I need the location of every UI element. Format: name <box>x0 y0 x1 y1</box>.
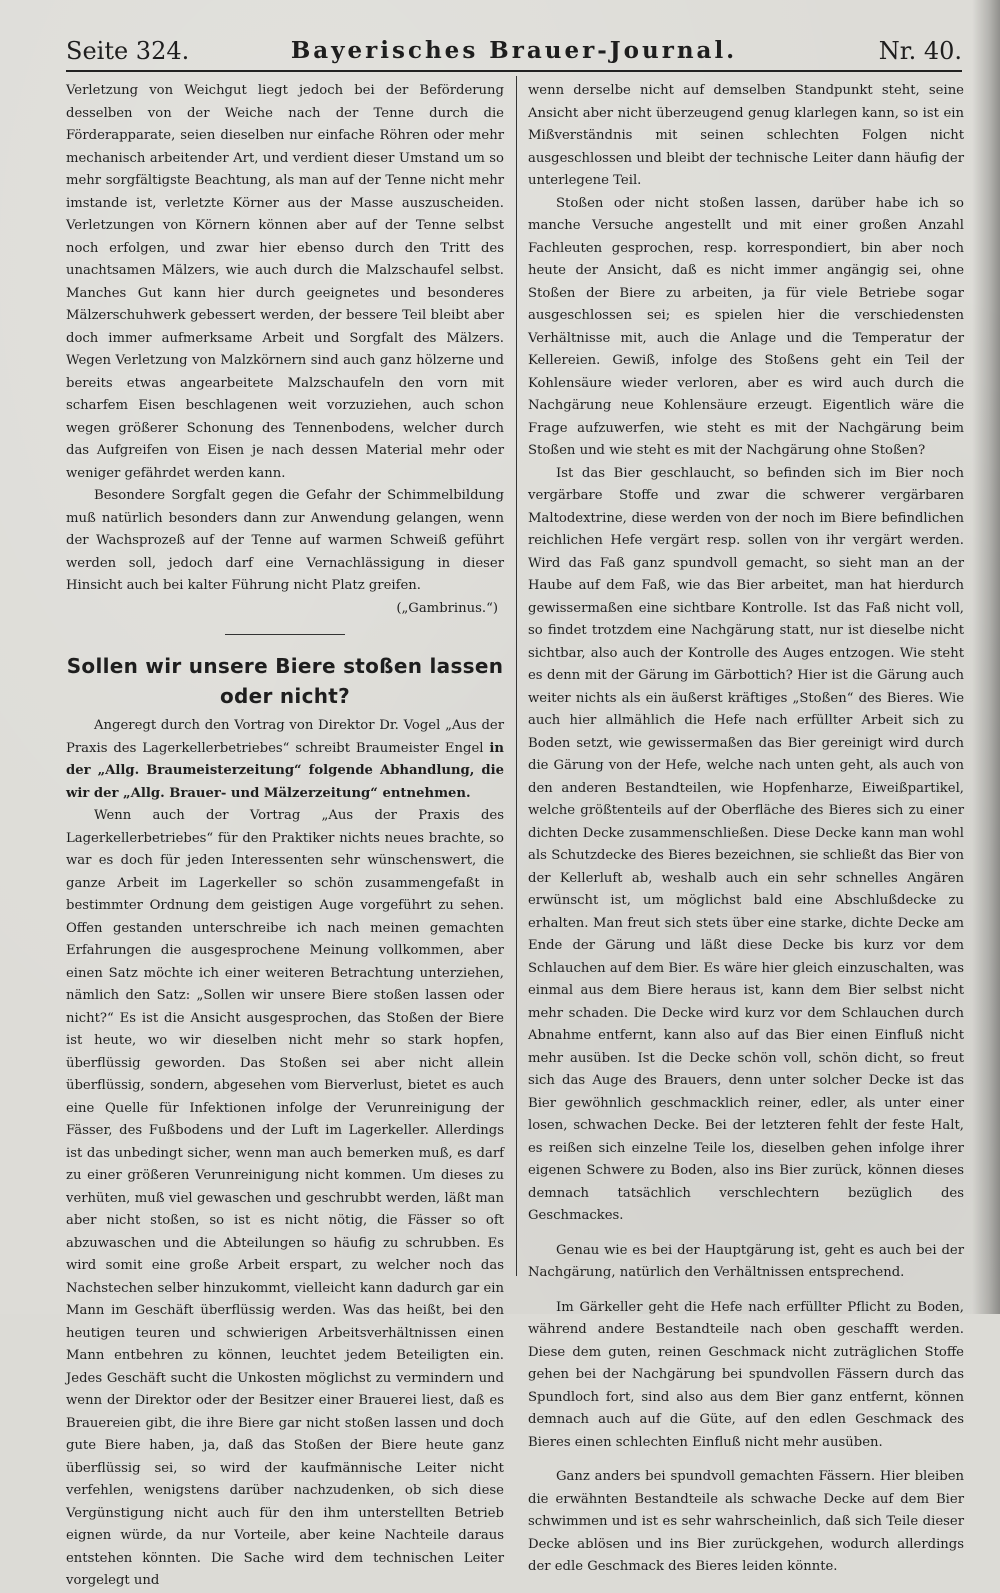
journal-title: Bayerisches Brauer-Journal. <box>290 37 738 64</box>
right-paragraph-2: Stoßen oder nicht stoßen lassen, darüber habe ich so manche Versuche angestellt und mit einer großen Anzahl Fachleuten gesprochen, resp. korrespondiert, bin aber noch heute der Ansicht, daß es nicht immer angängig sei, ohne Stoßen der Biere zu arbeiten, ja für viele Betriebe sogar ausgeschlossen sei; es spielen hier die verschiedensten Verhältnisse mit, auch die Anlage und die Temperatur der Kellereien. Gewiß, infolge des Stoßens geht ein Teil der Kohlensäure wieder verloren, aber es wird auch durch die Nachgärung neue Kohlensäure erzeugt. Eigentlich wäre die Frage aufzuwerfen, wie steht es mit der Nachgärung beim Stoßen und wie steht es mit der Nachgärung ohne Stoßen? <box>528 195 964 458</box>
right-column <box>528 80 964 1579</box>
right-paragraph-3: Ist das Bier geschlaucht, so befinden sich im Bier noch vergärbare Stoffe und zwar die schwerer vergärbaren Maltodextrine, diese werden von der noch im Biere befindlichen reichlichen Hefe vergärt resp. sollen von ihr vergärt werden. Wird das Faß ganz spundvoll gemacht, so sieht man an der Haube auf dem Faß, wie das Bier arbeitet, man hat hierdurch gewissermaßen eine sichtbare Kontrolle. Ist das Faß nicht voll, so findet trotzdem eine Nachgärung statt, nur ist dieselbe nicht sichtbar, also auch der Kontrolle des Auges entzogen. Wie steht es denn mit der Gärung im Gärbottich? Hier ist die Gärung auch weiter nichts als ein äußerst kräftiges „Stoßen“ des Bieres. Wie auch hier allmählich die Hefe nach erfüllter Arbeit sich zu Boden setzt, wie gewissermaßen das Bier gereinigt wird durch die Gärung von der Hefe, welche nach unten geht, als auch von den anderen Bestandteilen, wie Hopfenharze, Eiweißpartikel, welche größtenteils auf der Oberfläche des Bieres sich zu einer dichten Decke zusammenschließen. Diese Decke kann man wohl als Schutzdecke des Bieres bezeichnen, sie schließt das Bier von der Kellerluft ab, weshalb auch ein sehr schnelles Angären erwünscht ist, um möglichst bald eine Abschlußdecke zu erhalten. Man freut sich stets über eine starke, dichte Decke am Ende der Gärung und läßt diese Decke bis kurz vor dem Schlauchen auf dem Bier. Es wäre hier gleich einzuschalten, was einmal aus dem Biere heraus ist, kann dem Bier selbst nicht mehr schaden. Die Decke wird kurz vor dem Schlauchen durch Abnahme entfernt, kann also auf das Bier einen Einfluß nicht mehr ausüben. Ist die Decke schön voll, schön dicht, so freut sich das Auge des Brauers, denn unter solcher Decke ist das Bier gewöhnlich geschmacklich reiner, edler, als unter einer losen, schwachen Decke. Bei der letzteren fehlt der feste Halt, es reißen sich einzelne Teile los, dieselben gehen infolge ihrer eigenen Schwere zu Boden, also ins Bier zurück, können dieses demnach tatsächlich verschlechtern bezüglich des Geschmackes. <box>528 465 964 1223</box>
page-header <box>66 30 962 72</box>
paragraph-gap <box>528 1228 964 1240</box>
article-title: Sollen wir unsere Biere stoßen lassen oder nicht? <box>66 654 504 708</box>
issue-number: Nr. 40. <box>878 37 962 65</box>
source-citation: („Gambrinus.“) <box>396 600 498 616</box>
page-number: Seite 324. <box>66 37 190 65</box>
paragraph-gap <box>528 1454 964 1466</box>
right-paragraph-1: wenn derselbe nicht auf demselben Standpunkt steht, seine Ansicht aber nicht überzeugend genug klarlegen kann, so ist ein Mißverständnis mit seinen schlechten Folgen nicht ausgeschlossen und bleibt der technische Leiter dann häufig der unterlegene Teil. <box>528 83 964 188</box>
left-paragraph-2: Besondere Sorgfalt gegen die Gefahr der Schimmelbildung muß natürlich besonders dann zur Anwendung gelangen, wenn der Wachsprozeß auf der Tenne auf warmen Schweiß geführt werden soll, jedoch darf eine Vernachlässigung in dieser Hinsicht auch bei kalter Führung nicht Platz greifen. <box>66 488 504 593</box>
left-paragraph-3: Wenn auch der Vortrag „Aus der Praxis des Lagerkellerbetriebes“ für den Praktiker nichts neues brachte, so war es doch für jeden Interessenten sehr wünschenswert, die ganze Arbeit im Lagerkeller so schön zusammengefaßt in bestimmter Ordnung dem geistigen Auge vorgeführt zu sehen. Offen gestanden unterschreibe ich nach meinen gemachten Erfahrungen die ausgesprochene Meinung vollkommen, aber einen Satz möchte ich einer weiteren Betrachtung unterziehen, nämlich den Satz: „Sollen wir unsere Biere stoßen lassen oder nicht?“ Es ist die Ansicht ausgesprochen, das Stoßen der Biere ist heute, wo wir dieselben nicht mehr so stark hopfen, überflüssig geworden. Das Stoßen sei aber nicht allein überflüssig, sondern, abgesehen vom Bierverlust, bietet es auch eine Quelle für Infektionen infolge der Verunreinigung der Fässer, des Fußbodens und der Luft im Lagerkeller. Allerdings ist das unbedingt sicher, wenn man auch bemerken muß, es darf zu einer größeren Verunreinigung nicht kommen. Um dieses zu verhüten, muß viel gewaschen und geschrubbt werden, läßt man aber nicht stoßen, so ist es nicht nötig, die Fässer so oft abzuwaschen und die Abteilungen so häufig zu schrubben. Es wird somit eine große Arbeit erspart, zu welcher noch das Nachstechen selber hinzukommt, vielleicht kann dadurch gar ein Mann im Geschäft überflüssig werden. Was das heißt, bei den heutigen teuren und schwierigen Arbeitsverhältnissen einen Mann entbehren zu können, leuchtet jedem Beteiligten ein. Jedes Geschäft sucht die Unkosten möglichst zu vermindern und wenn der Direktor oder der Besitzer einer Brauerei liest, daß es Brauereien gibt, die ihre Biere gar nicht stoßen lassen und doch gute Biere haben, ja, daß das Stoßen der Biere heute ganz überflüssig sei, so wird der kaufmännische Leiter nicht verfehlen, wenigstens darüber nachzudenken, ob sich diese Vergünstigung nicht auch für den ihm unterstellten Betrieb eignen würde, da nur Vorteile, aber keine Nachteile daraus entstehen könnten. Die Sache wird dem technischen Leiter vorgelegt und <box>66 808 504 1588</box>
article-intro-bold: in der „Allg. Braumeisterzeitung“ folgende Abhandlung, die wir der „Allg. Brauer- und Mälzerzeitung“ entnehmen. <box>66 740 504 801</box>
right-paragraph-6: Ganz anders bei spundvoll gemachten Fässern. Hier bleiben die erwähnten Bestandteile als schwache Decke auf dem Bier schwimmen und ist es sehr wahrscheinlich, daß sich Teile dieser Decke ablösen und ins Bier zurückgehen, wodurch allerdings der edle Geschmack des Bieres leiden könnte. <box>528 1469 964 1574</box>
right-paragraph-4: Genau wie es bei der Hauptgärung ist, geht es auch bei der Nachgärung, natürlich den Verhältnissen entsprechend. <box>528 1242 964 1280</box>
page-edge-shadow <box>972 0 1000 1314</box>
article-divider <box>225 634 345 635</box>
column-divider <box>516 76 517 1276</box>
article-intro-text: Angeregt durch den Vortrag von Direktor Dr. Vogel „Aus der Praxis des Lagerkellerbetriebes“ schreibt Braumeister Engel <box>66 718 504 756</box>
paragraph-gap <box>528 1285 964 1297</box>
left-paragraph-1: Verletzung von Weichgut liegt jedoch bei der Beförderung desselben von der Weiche nach der Tenne durch die Förderapparate, seien dieselben nur einfache Röhren oder mehr mechanisch arbeitender Art, und verdient dieser Umstand um so mehr sorgfältigste Beachtung, als man auf der Tenne nicht mehr imstande ist, verletzte Körner aus der Masse auszuscheiden. Verletzungen von Körnern können aber auf der Tenne selbst noch erfolgen, und zwar hier ebenso durch den Tritt des unachtsamen Mälzers, wie auch durch die Malzschaufel selbst. Manches Gut kann hier durch geeignetes und besonderes Mälzerschuhwerk gebessert werden, der bessere Teil bleibt aber doch immer aufmerksame Arbeit und Sorgfalt des Mälzers. Wegen Verletzung von Malzkörnern sind auch ganz hölzerne und bereits etwas angearbeitete Malzschaufeln den vorn mit scharfem Eisen beschlagenen weit vorzuziehen, auch schon wegen größerer Schonung des Tennenbodens, welcher durch das Aufgreifen von Eisen je nach dessen Material mehr oder weniger gefährdet werden kann. <box>66 83 504 481</box>
left-column <box>66 80 504 1593</box>
article-intro <box>66 715 504 805</box>
right-paragraph-5: Im Gärkeller geht die Hefe nach erfüllter Pflicht zu Boden, während andere Bestandteile nach oben geschafft werden. Diese dem guten, reinen Geschmack nicht zuträglichen Stoffe gehen bei der Nachgärung bei spundvollen Fässern durch das Spundloch fort, sind also aus dem Bier ganz entfernt, können demnach auch auf die Güte, auf den edlen Geschmack des Bieres einen schlechten Einfluß nicht mehr ausüben. <box>528 1299 964 1450</box>
